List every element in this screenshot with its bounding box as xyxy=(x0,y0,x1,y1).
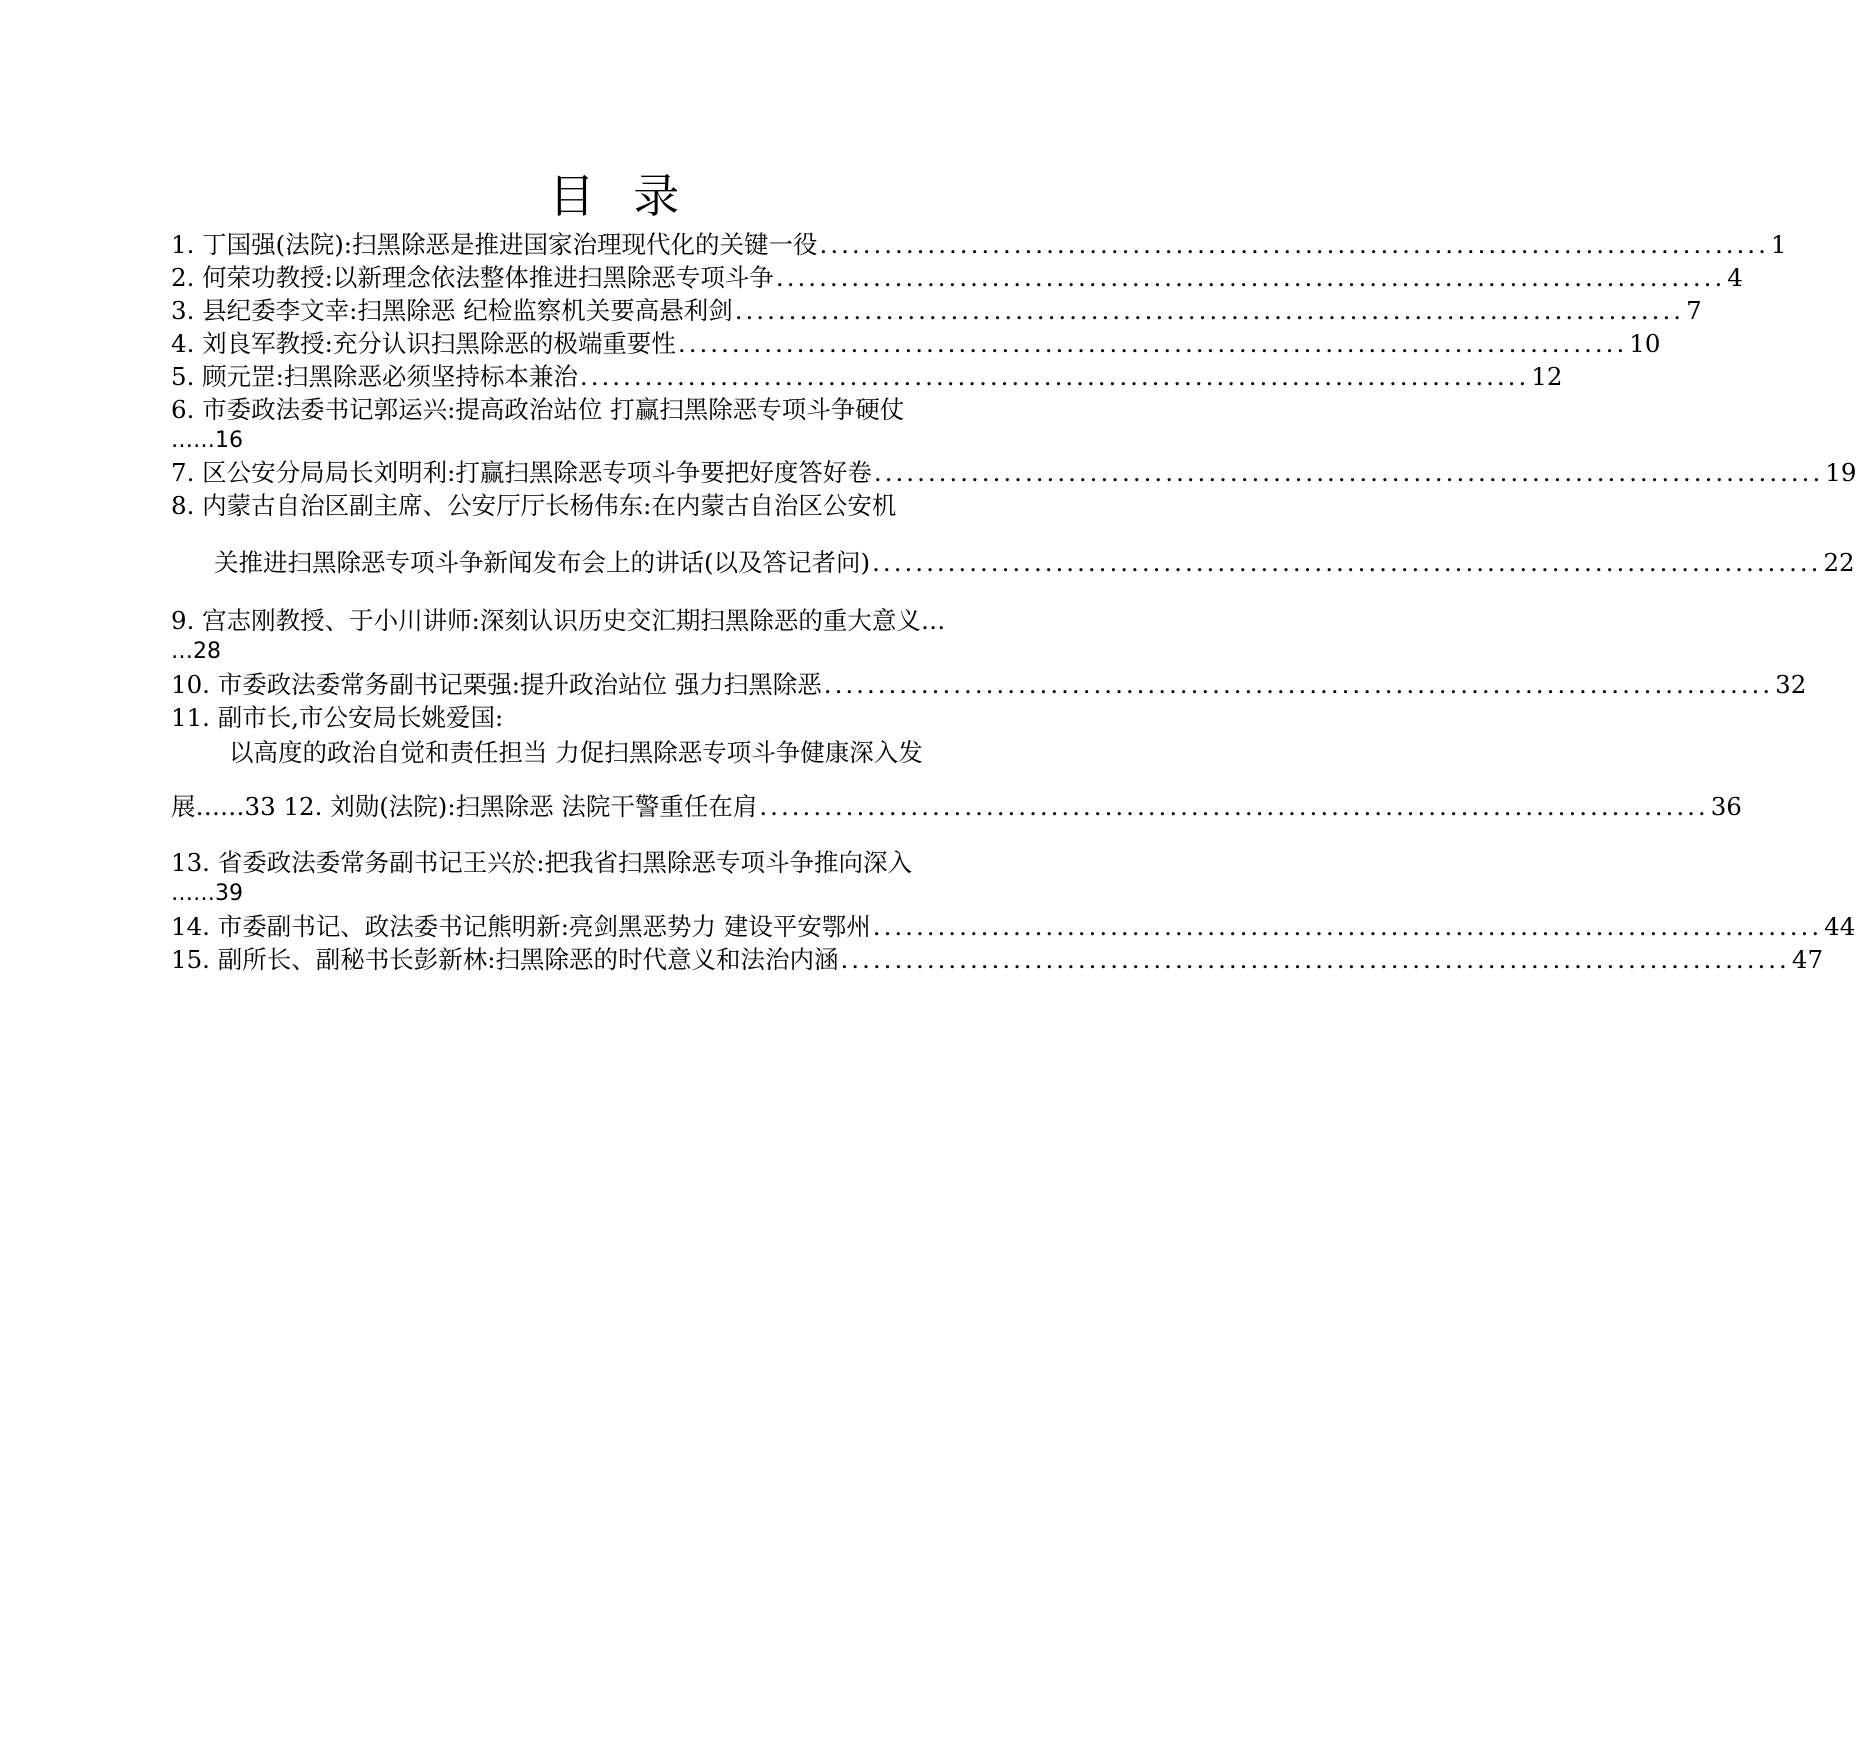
toc-entry[interactable] xyxy=(171,261,1743,294)
toc-page-number: 4 xyxy=(1727,263,1743,292)
page-title: 目 录 xyxy=(548,169,692,223)
toc-page-number: 10 xyxy=(1629,329,1661,358)
dot-leader: ........................................................................................ xyxy=(872,548,1822,577)
toc-entry-continuation: ……39 xyxy=(171,881,243,906)
toc-entry-text: 以高度的政治自觉和责任担当 力促扫黑除恶专项斗争健康深入发 xyxy=(229,738,923,767)
dot-leader: ........................................................................................ xyxy=(677,329,1628,358)
dot-leader: ........................................................................................ xyxy=(872,912,1823,941)
toc-page-number: 12 xyxy=(1531,362,1563,391)
toc-entry[interactable] xyxy=(171,546,1855,579)
toc-entry-text: 展……33 12. 刘勋(法院):扫黑除恶 法院干警重任在肩 xyxy=(171,792,758,821)
dot-leader: ........................................................................................ xyxy=(819,230,1769,259)
toc-entry-text: 5. 顾元罡:扫黑除恶必须坚持标本兼治 xyxy=(171,362,578,391)
toc-entry[interactable] xyxy=(171,456,1856,489)
dot-leader: ........................................................................................ xyxy=(579,362,1530,391)
toc-entry-text: 4. 刘良军教授:充分认识扫黑除恶的极端重要性 xyxy=(171,329,676,358)
toc-entry-text: 2. 何荣功教授:以新理念依法整体推进扫黑除恶专项斗争 xyxy=(171,263,774,292)
toc-page-number: 32 xyxy=(1775,670,1807,699)
toc-entry[interactable] xyxy=(171,360,1563,393)
toc-entry[interactable] xyxy=(171,790,1742,823)
dot-leader: ........................................................................................ xyxy=(873,458,1824,487)
dot-leader: ........................................................................................ xyxy=(759,792,1709,821)
toc-page-number: 47 xyxy=(1791,945,1824,974)
toc-entry-text[interactable]: 11. 副市长,市公安局长姚爱国: xyxy=(171,703,504,732)
toc-entry-text[interactable]: 9. 宫志刚教授、于小川讲师:深刻认识历史交汇期扫黑除恶的重大意义… xyxy=(171,606,946,635)
toc-entry-text[interactable]: 6. 市委政法委书记郭运兴:提高政治站位 打赢扫黑除恶专项斗争硬仗 xyxy=(171,395,905,424)
toc-entry-text: 14. 市委副书记、政法委书记熊明新:亮剑黑恶势力 建设平安鄂州 xyxy=(171,912,871,941)
toc-page-number: 44 xyxy=(1824,912,1856,941)
toc-page-number: 1 xyxy=(1770,230,1787,259)
toc-entry-text: 关推进扫黑除恶专项斗争新闻发布会上的讲话(以及答记者问) xyxy=(214,548,871,577)
toc-entry-text: 7. 区公安分局局长刘明利:打赢扫黑除恶专项斗争要把好度答好卷 xyxy=(171,458,872,487)
toc-entry-text: 1. 丁国强(法院):扫黑除恶是推进国家治理现代化的关键一役 xyxy=(171,230,818,259)
toc-page-number: 22 xyxy=(1823,548,1855,577)
dot-leader: ........................................................................................ xyxy=(775,263,1726,292)
toc-entry-continuation: …28 xyxy=(171,639,221,664)
toc-entry[interactable] xyxy=(171,327,1661,360)
toc-entry[interactable] xyxy=(171,910,1856,943)
dot-leader: ........................................................................................ xyxy=(734,296,1685,325)
toc-entry-text[interactable]: 13. 省委政法委常务副书记王兴於:把我省扫黑除恶专项斗争推向深入 xyxy=(171,848,913,877)
toc-page-number: 7 xyxy=(1686,296,1702,325)
toc-entry-continuation: ……16 xyxy=(171,428,243,453)
toc-entry-text: 15. 副所长、副秘书长彭新林:扫黑除恶的时代意义和法治内涵 xyxy=(171,945,839,974)
toc-entry-text[interactable]: 8. 内蒙古自治区副主席、公安厅厅长杨伟东:在内蒙古自治区公安机 xyxy=(171,491,897,520)
toc-entry-text: 3. 县纪委李文幸:扫黑除恶 纪检监察机关要高悬利剑 xyxy=(171,296,733,325)
toc-entry[interactable] xyxy=(171,943,1824,976)
dot-leader: ........................................................................................ xyxy=(823,670,1774,699)
toc-entry[interactable] xyxy=(171,668,1807,701)
dot-leader: ........................................................................................ xyxy=(840,945,1790,974)
toc-entry[interactable] xyxy=(171,294,1702,327)
toc-page-number: 19 xyxy=(1825,458,1856,487)
toc-entry-text: 10. 市委政法委常务副书记栗强:提升政治站位 强力扫黑除恶 xyxy=(171,670,822,699)
toc-page-number: 36 xyxy=(1710,792,1742,821)
toc-entry[interactable] xyxy=(171,228,1787,261)
